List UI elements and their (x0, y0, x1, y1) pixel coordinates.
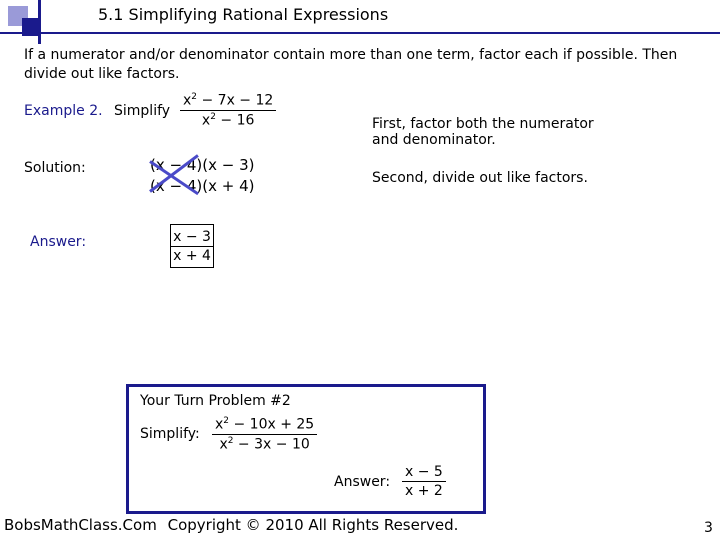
your-turn-answer-label: Answer: (334, 474, 391, 490)
example-fraction (180, 92, 276, 128)
answer-numerator: x − 3 (173, 228, 211, 245)
factored-denominator: (x − 4)(x + 4) (150, 177, 255, 195)
answer-label: Answer: (30, 234, 87, 250)
your-turn-answer-numerator: x − 5 (402, 464, 446, 482)
example-label: Example 2. (24, 103, 103, 119)
header-rule (0, 32, 720, 34)
your-turn-title: Your Turn Problem #2 (140, 393, 291, 409)
answer-box (170, 224, 214, 268)
footer-copyright: Copyright © 2010 All Rights Reserved. (167, 516, 459, 534)
example-numerator: $x^2 - 7x - 12$ (180, 92, 276, 111)
page-number: 3 (704, 520, 713, 536)
note-factor: First, factor both the numerator and denominator. (372, 116, 594, 148)
your-turn-answer-denominator: x + 2 (405, 483, 443, 499)
your-turn-simplify-label: Simplify: (140, 426, 200, 442)
intro-text: If a numerator and/or denominator contain more than one term, factor each if possible. Then divide out like factors. (24, 47, 678, 82)
factored-numerator: (x − 4)(x − 3) (150, 156, 255, 174)
footer (4, 516, 458, 534)
your-turn-numerator: $x^2 - 10x + 25$ (212, 416, 317, 435)
note-divide: Second, divide out like factors. (372, 170, 588, 186)
your-turn-denominator: $x^2 - 3x - 10$ (219, 435, 310, 453)
solution-label: Solution: (24, 160, 86, 176)
page-title: 5.1 Simplifying Rational Expressions (98, 5, 389, 24)
factored-expression (150, 155, 254, 197)
header-decoration-vertical-line (38, 0, 41, 44)
simplify-label: Simplify (114, 103, 171, 119)
example-denominator: $x^2 - 16$ (201, 111, 255, 129)
answer-denominator: x + 4 (173, 247, 211, 264)
footer-site: BobsMathClass.Com (4, 516, 157, 534)
your-turn-fraction (212, 416, 317, 452)
your-turn-answer (402, 464, 446, 499)
